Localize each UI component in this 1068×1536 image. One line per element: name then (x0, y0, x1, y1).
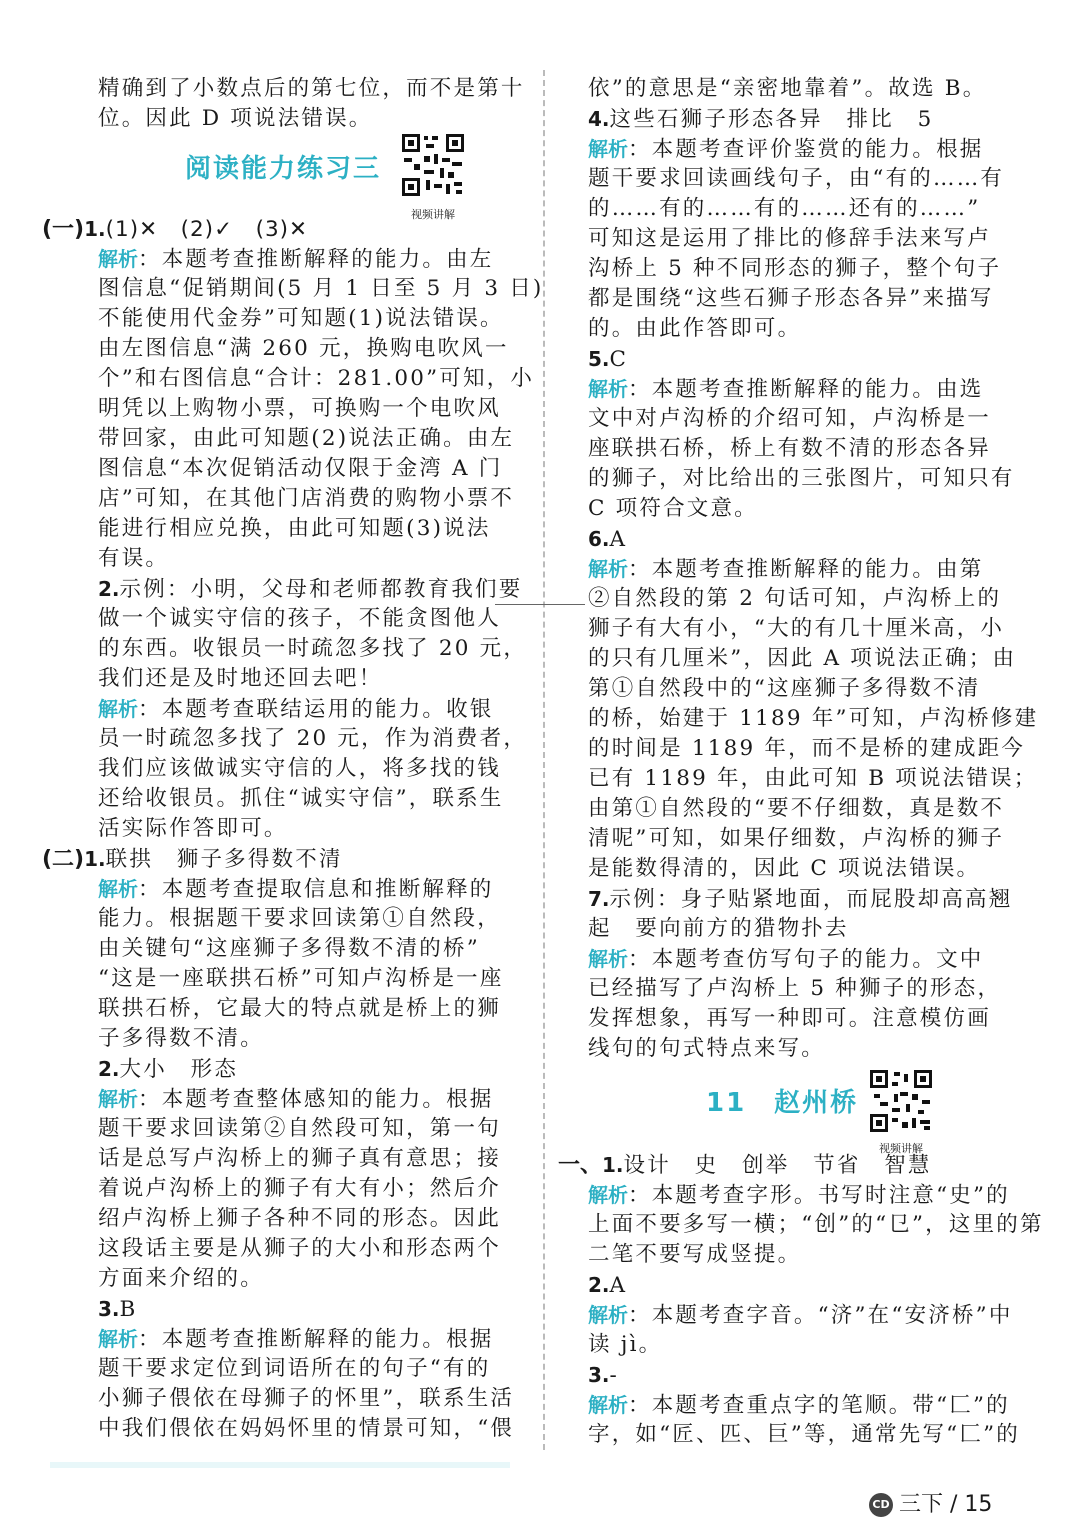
text-line: 清呢”可知，如果仔细数，卢沟桥的狮子 (588, 826, 1005, 851)
analysis-line: 解析：本题考查推断解释的能力。由选 (588, 377, 984, 402)
analysis-label: 解析 (588, 377, 628, 401)
text-line: 已有 1189 年，由此可知 B 项说法错误； (588, 766, 1038, 791)
text-line: 能力。根据题干要求回读第①自然段， (98, 906, 501, 931)
text-line: 题干要求回读第②自然段可知，第一句 (98, 1116, 501, 1141)
cd-badge-icon: CD (869, 1493, 893, 1517)
text-line: 方面来介绍的。 (98, 1266, 264, 1291)
text-line: 个”和右图信息“合计：281.00”可知，小 (98, 366, 535, 391)
analysis-label: 解析 (588, 1303, 628, 1327)
text-line: 图信息“本次促销活动仅限于金湾 A 门 (98, 456, 503, 481)
analysis-line: 解析：本题考查推断解释的能力。根据 (98, 1327, 494, 1352)
qr-caption: 视频讲解 (879, 1142, 923, 1155)
analysis-label: 解析 (588, 557, 628, 581)
analysis-label: 解析 (98, 1087, 138, 1111)
text-line: 上面不要多写一横；“创”的“㔾”，这里的第 (588, 1212, 1044, 1237)
answer-line: 6.A (588, 527, 628, 552)
answer-line: 3.- (588, 1363, 619, 1388)
section-title: 阅读能力练习三 (185, 154, 382, 184)
text-line: 可知这是运用了排比的修辞手法来写卢 (588, 226, 991, 251)
answer-line: 7.示例：身子贴紧地面，而屁股却高高翘 (588, 887, 1013, 912)
text-line: 能进行相应兑换，由此可知题(3)说法 (98, 516, 491, 541)
analysis-line: 解析：本题考查重点字的笔顺。带“匚”的 (588, 1393, 1010, 1418)
text-line: 活实际作答即可。 (98, 816, 288, 841)
text-line: 带回家，由此可知题(2)说法正确。由左 (98, 426, 515, 451)
question-number: 1. (84, 847, 106, 871)
section-title: 11 赵州桥 (706, 1088, 859, 1118)
text-line: 的桥，始建于 1189 年”可知，卢沟桥修建 (588, 706, 1039, 731)
text-line: 起 要向前方的猎物扑去 (588, 916, 849, 941)
text-line: 由左图信息“满 260 元，换购电吹风一 (98, 336, 509, 361)
part-label: (一) (42, 217, 85, 242)
text-line: 的时间是 1189 年，而不是桥的建成距今 (588, 736, 1026, 761)
analysis-label: 解析 (588, 947, 628, 971)
text-line: 这段话主要是从狮子的大小和形态两个 (98, 1236, 501, 1261)
text-line: ②自然段的第 2 句话可知，卢沟桥上的 (588, 586, 1002, 611)
analysis-line: 解析：本题考查仿写句子的能力。文中 (588, 947, 984, 972)
text-line: 员一时疏忽多找了 20 元，作为消费者， (98, 726, 528, 751)
analysis-line: 解析：本题考查提取信息和推断解释的 (98, 877, 494, 902)
text-line: 的狮子，对比给出的三张图片，可知只有 (588, 466, 1015, 491)
analysis-label: 解析 (98, 1327, 138, 1351)
text-line: 字，如“匠、匹、巨”等，通常先写“匚”的 (588, 1422, 1020, 1447)
text-line: 是能数得清的，因此 C 项说法错误。 (588, 856, 981, 881)
analysis-line: 解析：本题考查联结运用的能力。收银 (98, 697, 494, 722)
analysis-label: 解析 (98, 697, 138, 721)
answer-line: 3.B (98, 1297, 138, 1322)
text-line: 不能使用代金券”可知题(1)说法错误。 (98, 306, 504, 331)
analysis-line: 解析：本题考查推断解释的能力。由第 (588, 557, 984, 582)
text-line: 狮子有大有小，“大的有几十厘米高，小 (588, 616, 1005, 641)
answer-text: (1)✕ (2)✓ (3)✕ (105, 217, 309, 242)
answer-line: 4.这些石狮子形态各异 排比 5 (588, 107, 934, 132)
answer-line (42, 844, 510, 874)
text-line: 二笔不要写成竖提。 (588, 1242, 802, 1267)
answer-line: 一、1.设计 史 创举 节省 智慧 (558, 1153, 932, 1178)
answer-line: 2.A (588, 1273, 628, 1298)
text-line: 的……有的……有的……还有的……” (588, 196, 981, 221)
text-line: 店”可知，在其他门店消费的购物小票不 (98, 486, 515, 511)
question-number: 2. (98, 1057, 120, 1081)
text-line: 绍卢沟桥上狮子各种不同的形态。因此 (98, 1206, 501, 1231)
text-line: 精确到了小数点后的第七位，而不是第十 (98, 76, 525, 101)
question-number: 2. (98, 577, 120, 601)
part-label: (二) (42, 847, 85, 872)
part-label: 一、 (558, 1153, 603, 1178)
answer-line: 2.示例：小明，父母和老师都教育我们要 (98, 577, 523, 602)
text-line: 题干要求定位到词语所在的句子“有的 (98, 1356, 491, 1381)
answer-line: 5.C (588, 347, 629, 372)
analysis-label: 解析 (98, 247, 138, 271)
text-line: 发挥想象，再写一种即可。注意模仿画 (588, 1006, 991, 1031)
text-line: 读 jì。 (588, 1332, 663, 1357)
text-line: “这是一座联拱石桥”可知卢沟桥是一座 (98, 966, 504, 991)
text-line: 话是总写卢沟桥上的狮子真有意思；接 (98, 1146, 501, 1171)
section-header (588, 1064, 1003, 1155)
qr-code-icon (400, 132, 466, 198)
text-line: 有误。 (98, 546, 170, 571)
page-footer (869, 1487, 992, 1518)
qr-code-icon (868, 1068, 934, 1134)
right-column (558, 74, 1044, 1450)
text-line: 位。因此 D 项说法错误。 (98, 106, 373, 131)
text-line: 子多得数不清。 (98, 1026, 264, 1051)
text-line: 由关键句“这座狮子多得数不清的桥” (98, 936, 480, 961)
analysis-label: 解析 (588, 1393, 628, 1417)
page-number: 三下 / 15 (899, 1492, 993, 1517)
section-header (50, 134, 510, 221)
text-line: 还给收银员。抓住“诚实守信”，联系生 (98, 786, 504, 811)
text-line: 的只有几厘米”，因此 A 项说法正确；由 (588, 646, 1017, 671)
text-line: 小狮子偎依在母狮子的怀里”，联系生活 (98, 1386, 515, 1411)
answer-text: 联拱 狮子多得数不清 (105, 847, 343, 872)
text-line: 文中对卢沟桥的介绍可知，卢沟桥是一 (588, 406, 991, 431)
text-line: 我们应该做诚实守信的人，将多找的钱 (98, 756, 501, 781)
text-line: C 项符合文意。 (588, 496, 758, 521)
text-line: 由第①自然段的“要不仔细数，真是数不 (588, 796, 1005, 821)
question-number: 3. (98, 1297, 120, 1321)
text-line: 的东西。收银员一时疏忽多找了 20 元， (98, 636, 528, 661)
question-number: 1. (84, 217, 106, 241)
analysis-line: 解析：本题考查字形。书写时注意“史”的 (588, 1183, 1010, 1208)
text-line: 联拱石桥，它最大的特点就是桥上的狮 (98, 996, 501, 1021)
text-line: 沟桥上 5 种不同形态的狮子，整个句子 (588, 256, 1002, 281)
text-line: 依”的意思是“亲密地靠着”。故选 B。 (588, 76, 987, 101)
text-line: 线句的句式特点来写。 (588, 1036, 826, 1061)
analysis-line: 解析：本题考查整体感知的能力。根据 (98, 1087, 494, 1112)
analysis-label: 解析 (588, 137, 628, 161)
answer-line: 2.大小 形态 (98, 1057, 239, 1082)
text-line: 的。由此作答即可。 (588, 316, 802, 341)
text-line: 第①自然段中的“这座狮子多得数不清 (588, 676, 981, 701)
qr-caption: 视频讲解 (411, 208, 455, 221)
analysis-line: 解析：本题考查字音。“济”在“安济桥”中 (588, 1303, 1013, 1328)
text-line: 我们还是及时地还回去吧！ (98, 666, 383, 691)
analysis-line: 解析：本题考查推断解释的能力。由左 (98, 247, 494, 272)
analysis-label: 解析 (98, 877, 138, 901)
text-line: 中我们偎依在妈妈怀里的情景可知，“偎 (98, 1416, 515, 1441)
left-column (42, 74, 544, 1444)
text-line: 已经描写了卢沟桥上 5 种狮子的形态， (588, 976, 1002, 1001)
text-line: 题干要求回读画线句子，由“有的……有 (588, 166, 1005, 191)
text-line: 座联拱石桥，桥上有数不清的形态各异 (588, 436, 991, 461)
text-line: 都是围绕“这些石狮子形态各异”来描写 (588, 286, 994, 311)
text-line: 做一个诚实守信的孩子，不能贪图他人 (98, 606, 501, 631)
analysis-line: 解析：本题考查评价鉴赏的能力。根据 (588, 137, 984, 162)
text-line: 图信息“促销期间(5 月 1 日至 5 月 3 日) (98, 276, 544, 301)
text-line: 明凭以上购物小票，可换购一个电吹风 (98, 396, 501, 421)
analysis-label: 解析 (588, 1183, 628, 1207)
bottom-band (50, 1462, 510, 1468)
text-line: 着说卢沟桥上的狮子有大有小；然后介 (98, 1176, 501, 1201)
